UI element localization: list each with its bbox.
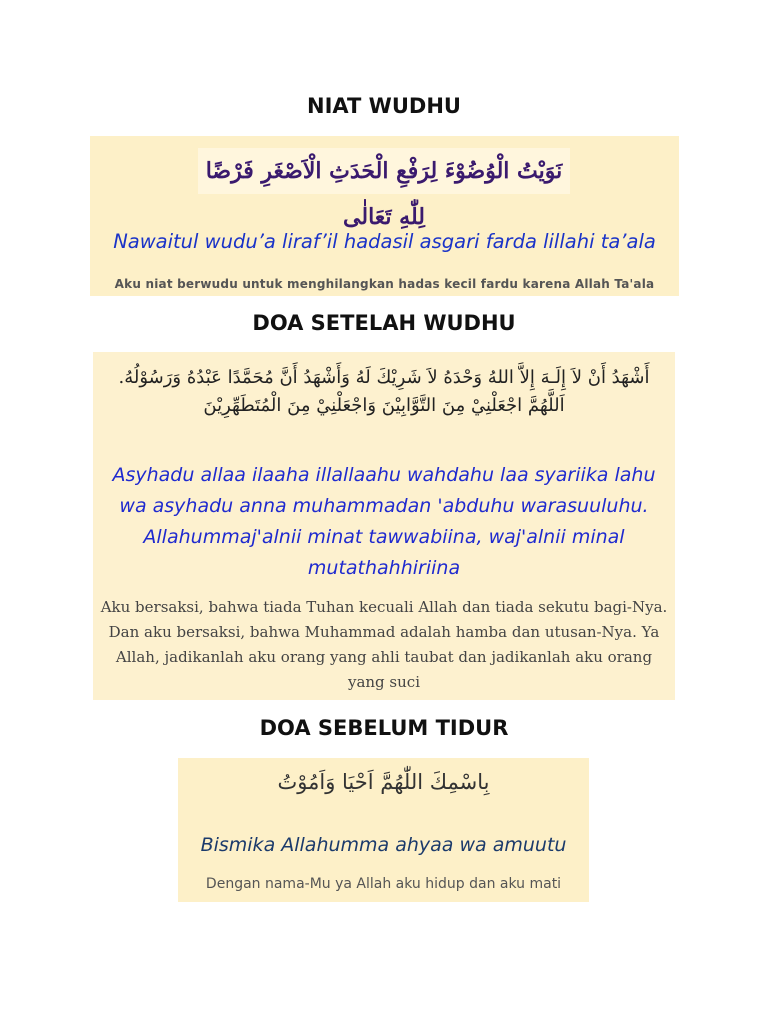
doa-setelah-wudhu-card <box>93 352 675 700</box>
doa-sebelum-tidur-translation: Dengan nama-Mu ya Allah aku hidup dan aku mati <box>205 876 562 892</box>
doa-sebelum-tidur-card <box>178 758 589 902</box>
heading-doa-setelah-wudhu: DOA SETELAH WUDHU <box>252 311 516 335</box>
niat-wudhu-latin: Nawaitul wudu’a liraf’il hadasil asgari farda lillahi ta’ala <box>113 230 656 253</box>
heading-niat-wudhu: NIAT WUDHU <box>307 94 461 118</box>
doa-setelah-wudhu-arabic: أَشْهَدُ أَنْ لاَ إِلَـهَ إِلاَّ اللهُ وَحْدَهُ لاَ شَرِيْكَ لَهُ وَأَشْهَدُ أَنَّ مُحَمَّدًا عَبْدُهُ وَرَسُوْلُهُ. اَللَّهُمَّ اجْعَلْنِيْ مِنَ التَّوَّابِيْنَ وَاجْعَلْنِيْ مِنَ الْمُتَطَهِّرِيْنَ <box>118 367 650 416</box>
doa-setelah-wudhu-latin: Asyhadu allaa ilaaha illallaahu wahdahu laa syariika lahu wa asyhadu anna muhammadan 'abduhu warasuuluhu. Allahummaj'alnii minat tawwabiina, waj'alnii minal mutathahhiriina <box>112 464 656 579</box>
doa-setelah-wudhu-translation: Aku bersaksi, bahwa tiada Tuhan kecuali Allah dan tiada sekutu bagi-Nya. Dan aku bersaksi, bahwa Muhammad adalah hamba dan utusan-Nya. Ya Allah, jadikanlah aku orang yang ahli taubat dan jadikanlah aku orang yang suci <box>100 598 668 691</box>
doa-sebelum-tidur-arabic: بِاسْمِكَ اللّٰهُمَّ اَحْيَا وَاَمُوْتُ <box>277 770 490 794</box>
niat-wudhu-card <box>90 136 679 296</box>
doa-sebelum-tidur-latin: Bismika Allahumma ahyaa wa amuutu <box>200 834 567 856</box>
niat-wudhu-arabic: نَوَيْتُ الْوُضُوْءَ لِرَفْعِ الْحَدَثِ الْاَصْغَرِ فَرْضًا لِلّٰهِ تَعَالٰى <box>198 148 570 194</box>
heading-doa-sebelum-tidur: DOA SEBELUM TIDUR <box>259 716 509 740</box>
niat-wudhu-translation: Aku niat berwudu untuk menghilangkan hadas kecil fardu karena Allah Ta'ala <box>114 277 655 291</box>
